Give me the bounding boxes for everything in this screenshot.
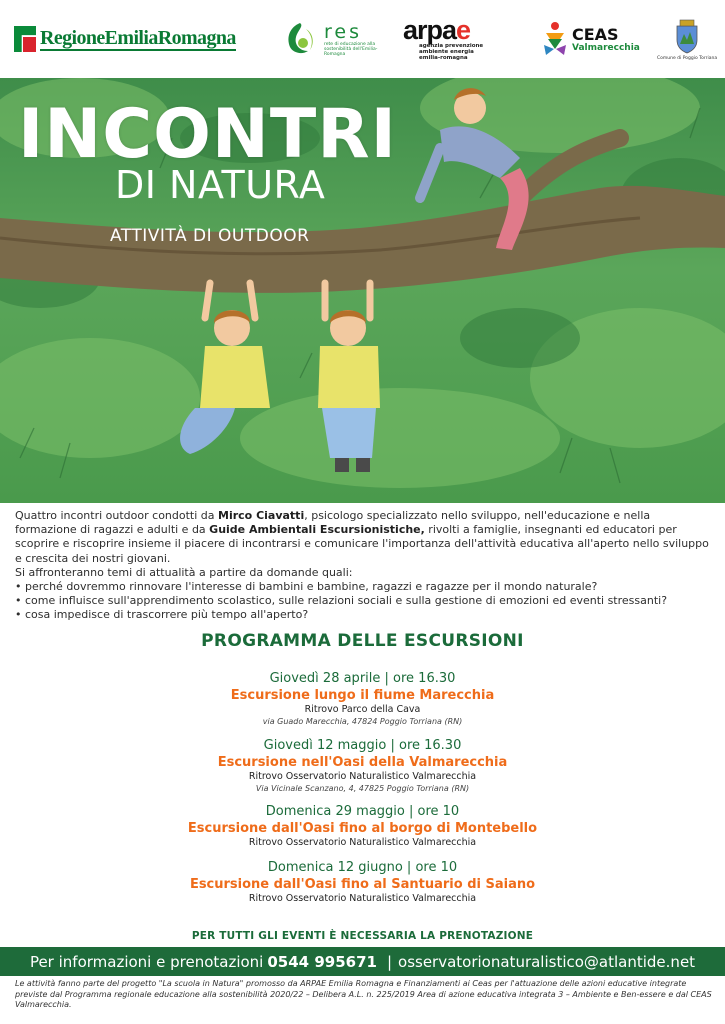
event-4 bbox=[0, 859, 725, 905]
contact-band bbox=[0, 947, 725, 976]
regione-logo-text: RegioneEmiliaRomagna bbox=[40, 27, 236, 49]
event-date: Domenica 12 giugno | ore 10 bbox=[267, 860, 458, 875]
contact-separator: | bbox=[386, 952, 393, 971]
intro-text-part: rivolti a famiglie, insegnanti ed educatori per scoprire e riscoprire insieme il piacere di incontrarsi e comunicare l'importanza dell'attività educativa all'aperto nello sviluppo e crescita dei nostri giovani. bbox=[15, 523, 709, 565]
event-meeting-point: Ritrovo Osservatorio Naturalistico Valmarecchia bbox=[248, 893, 477, 904]
event-1 bbox=[0, 670, 725, 728]
contact-phone-link[interactable]: 0544 995671 bbox=[267, 952, 377, 971]
event-title: Escursione nell'Oasi della Valmarecchia bbox=[217, 755, 508, 770]
intro-paragraph bbox=[15, 509, 715, 566]
arpae-logo-text: arpa bbox=[403, 15, 457, 45]
event-meeting-point: Ritrovo Osservatorio Naturalistico Valmarecchia bbox=[248, 837, 477, 848]
event-title: Escursione dall'Oasi fino al Santuario di Saiano bbox=[189, 877, 536, 892]
speaker-name: Mirco Ciavatti bbox=[218, 509, 305, 522]
intro-text-part: Quattro incontri outdoor condotti da bbox=[15, 509, 219, 522]
event-date: Giovedì 28 aprile | ore 16.30 bbox=[269, 671, 456, 686]
hero-tagline: ATTIVITÀ DI OUTDOOR bbox=[110, 226, 310, 246]
booking-notice: PER TUTTI GLI EVENTI È NECESSARIA LA PRENOTAZIONE bbox=[191, 930, 534, 942]
event-2 bbox=[0, 737, 725, 795]
poggio-logo-caption: Comune di Poggio Torriana bbox=[657, 55, 718, 61]
ceas-logo-caption: Valmarecchia bbox=[572, 42, 640, 53]
hero-subtitle: DI NATURA bbox=[115, 163, 326, 207]
coat-of-arms-icon bbox=[674, 18, 700, 54]
eres-logo-text: res bbox=[324, 20, 362, 43]
question-item: • come influisce sull'apprendimento scolastico, sulle relazioni sociali e sulla gestione di emozioni ed eventi stressanti? bbox=[15, 594, 715, 608]
programme-title: PROGRAMMA DELLE ESCURSIONI bbox=[201, 631, 524, 651]
ceas-figure-icon bbox=[540, 19, 570, 59]
eres-leaf-icon bbox=[280, 19, 320, 59]
event-address: via Guado Marecchia, 47824 Poggio Torriana (RN) bbox=[262, 717, 463, 726]
event-date: Domenica 29 maggio | ore 10 bbox=[265, 804, 460, 819]
eres-logo bbox=[280, 0, 388, 78]
regione-emilia-romagna-logo bbox=[14, 0, 236, 78]
arpae-logo-caption: agenzia prevenzione ambiente energia emilia-romagna bbox=[419, 43, 484, 61]
guides-label: Guide Ambientali Escursionistiche, bbox=[209, 523, 425, 537]
event-date: Giovedì 12 maggio | ore 16.30 bbox=[263, 738, 462, 753]
ceas-logo bbox=[540, 0, 640, 78]
event-title: Escursione dall'Oasi fino al borgo di Montebello bbox=[187, 821, 538, 836]
intro-text bbox=[15, 509, 715, 623]
ceas-logo-text: CEAS bbox=[572, 24, 619, 44]
poggio-torriana-logo bbox=[657, 0, 717, 78]
footnote: Le attività fanno parte del progetto "La scuola in Natura" promosso da ARPAE Emilia Romagna e Finanziamenti ai Ceas per l'attuazione delle azioni educative integrate previste dal Programma regionale educazione alla sostenibilità 2020/22 – Delibera A.L. n. 225/2019 Area di azione educativa integrata 3 – Ambiente e Ben-essere e dal CEAS Valmarecchia. bbox=[15, 979, 712, 1009]
question-item: • cosa impedisce di trascorrere più tempo all'aperto? bbox=[15, 608, 715, 622]
contact-email-link[interactable]: osservatorionaturalistico@atlantide.net bbox=[398, 952, 696, 971]
event-address: Via Vicinale Scanzano, 4, 47825 Poggio Torriana (RN) bbox=[255, 784, 470, 793]
event-title: Escursione lungo il fiume Marecchia bbox=[230, 688, 495, 703]
regione-flag-icon bbox=[14, 26, 36, 52]
arpae-logo bbox=[403, 0, 489, 78]
hero-title: INCONTRI bbox=[18, 95, 397, 174]
intro-text-part: , psicologo specializzato nello sviluppo, nell'educazione e nella formazione di ragazzi e adulti e da bbox=[15, 509, 651, 537]
hero-illustration bbox=[0, 78, 725, 503]
arpae-logo-e: e bbox=[456, 15, 471, 45]
questions-list bbox=[15, 580, 715, 623]
event-3 bbox=[0, 803, 725, 849]
eres-logo-caption: rete di educazione alla sostenibilità dell'Emilia-Romagna bbox=[324, 41, 378, 57]
logo-bar bbox=[0, 0, 725, 78]
contact-label: Per informazioni e prenotazioni bbox=[29, 952, 264, 971]
event-meeting-point: Ritrovo Parco della Cava bbox=[304, 704, 421, 715]
event-meeting-point: Ritrovo Osservatorio Naturalistico Valmarecchia bbox=[248, 771, 477, 782]
question-item: • perché dovremmo rinnovare l'interesse di bambini e bambine, ragazzi e ragazze per il mondo naturale? bbox=[15, 580, 715, 594]
questions-lead: Si affronteranno temi di attualità a partire da domande quali: bbox=[15, 565, 353, 579]
